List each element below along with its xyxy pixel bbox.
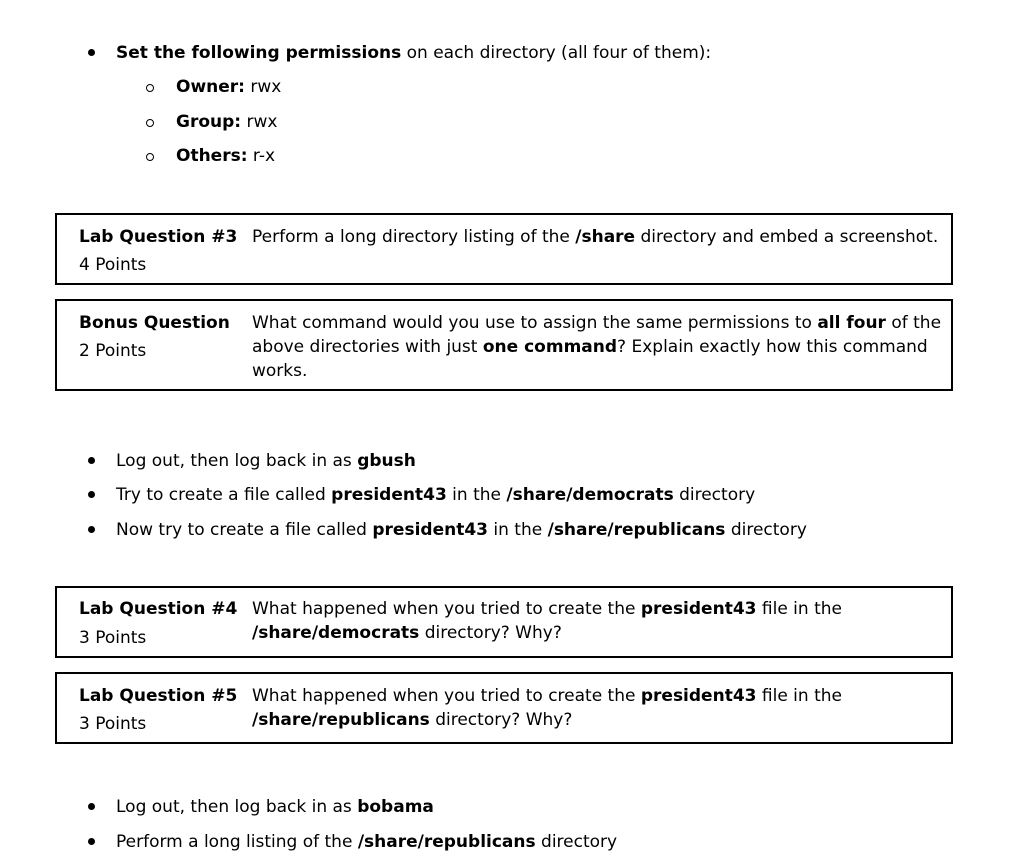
q4-text-d: /share/democrats (252, 623, 420, 643)
b2-1-c: in the (446, 485, 507, 505)
bullet-dot (88, 457, 95, 464)
others-label: Others: (176, 146, 248, 166)
bonus-text-b: all four (817, 313, 886, 333)
q3-text-c: directory and embed a screenshot. (635, 227, 939, 247)
group-label: Group: (176, 112, 242, 132)
lab-question-3-box (55, 213, 953, 285)
instruction-listing-republicans (116, 831, 617, 853)
question-text (252, 684, 932, 732)
permissions-instruction (116, 42, 711, 64)
group-permission (176, 111, 277, 133)
question-label: Lab Question #5 (79, 686, 238, 706)
b2-1-a: Try to create a file called (116, 485, 332, 505)
q5-text-e: directory? Why? (429, 710, 573, 730)
q4-text-a: What happened when you tried to create the (252, 599, 641, 619)
bonus-text-g: works. (252, 361, 308, 381)
b3-1-c: directory (535, 832, 618, 852)
instruction-create-republicans (116, 519, 807, 541)
sub-bullet-circle (146, 84, 154, 92)
instruction-logout-gbush (116, 450, 416, 472)
lab-question-4-box (55, 586, 953, 658)
bonus-text-c: of the (885, 313, 942, 333)
bonus-question-box (55, 299, 953, 391)
permissions-instruction-bold: Set the following permissions (116, 43, 402, 63)
question-text (252, 311, 942, 383)
q4-text-c: file in the (756, 599, 842, 619)
q5-text-d: /share/republicans (252, 710, 430, 730)
q3-text-b: /share (575, 227, 636, 247)
instruction-create-democrats (116, 484, 755, 506)
group-value: rwx (241, 112, 278, 132)
bullet-dot (88, 491, 95, 498)
others-value: r-x (247, 146, 276, 166)
b3-0-a: Log out, then log back in as (116, 797, 358, 817)
b3-0-b: bobama (357, 797, 434, 817)
q5-text-c: file in the (756, 686, 842, 706)
sub-bullet-circle (146, 119, 154, 127)
question-points: 3 Points (79, 628, 147, 648)
question-label: Lab Question #4 (79, 599, 238, 619)
b3-1-b: /share/republicans (357, 832, 536, 852)
owner-permission (176, 76, 281, 98)
lab-question-5-box (55, 672, 953, 744)
question-text (252, 597, 932, 645)
bullet-dot (88, 803, 95, 810)
bonus-text-e: one command (482, 337, 618, 357)
b2-0-a: Log out, then log back in as (116, 451, 358, 471)
bonus-text-a: What command would you use to assign the same permissions to (252, 313, 818, 333)
q3-text-a: Perform a long directory listing of the (252, 227, 576, 247)
b2-0-b: gbush (357, 451, 416, 471)
bullet-dot (88, 526, 95, 533)
sub-bullet-circle (146, 153, 154, 161)
b2-2-a: Now try to create a file called (116, 520, 373, 540)
q5-text-b: president43 (640, 686, 757, 706)
question-label: Bonus Question (79, 313, 230, 333)
question-label: Lab Question #3 (79, 227, 238, 247)
q5-text-a: What happened when you tried to create the (252, 686, 641, 706)
b2-2-e: directory (725, 520, 807, 540)
question-points: 4 Points (79, 255, 147, 275)
owner-label: Owner: (176, 77, 245, 97)
instruction-logout-bobama (116, 796, 434, 818)
question-points: 3 Points (79, 714, 147, 734)
b2-2-c: in the (488, 520, 548, 540)
owner-value: rwx (244, 77, 282, 97)
others-permission (176, 145, 275, 167)
bullet-dot (88, 838, 95, 845)
b2-1-d: /share/democrats (506, 485, 674, 505)
bonus-text-f: ? Explain exactly how this command (617, 337, 928, 357)
question-points: 2 Points (79, 341, 147, 361)
b2-1-b: president43 (331, 485, 447, 505)
bullet-dot (88, 49, 95, 56)
b3-1-a: Perform a long listing of the (116, 832, 358, 852)
bonus-text-d: above directories with just (252, 337, 483, 357)
b2-2-d: /share/republicans (547, 520, 726, 540)
q4-text-b: president43 (640, 599, 757, 619)
permissions-instruction-rest: on each directory (all four of them): (401, 43, 712, 63)
b2-1-e: directory (673, 485, 756, 505)
b2-2-b: president43 (372, 520, 488, 540)
question-text (252, 225, 939, 249)
q4-text-e: directory? Why? (419, 623, 562, 643)
